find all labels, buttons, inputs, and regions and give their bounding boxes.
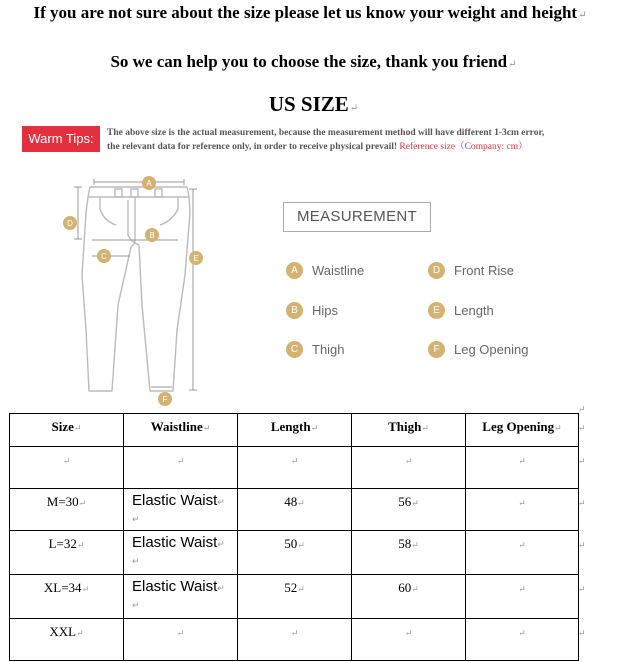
header-thigh: Thigh↵ (352, 414, 466, 447)
legend-item-thigh (286, 341, 345, 358)
cell-waistline: ↵ (124, 619, 238, 661)
legend-letter-b: B (286, 302, 303, 319)
legend-item-leg-opening (428, 341, 528, 358)
measurement-heading: MEASUREMENT (283, 202, 431, 232)
warm-tips-badge: Warm Tips: (22, 126, 100, 152)
cell-waistline: Elastic Waist↵ ↵ (124, 531, 238, 575)
diagram-label-a: A (146, 179, 152, 188)
cell-length: 50↵ (238, 531, 352, 575)
header-leg-opening: Leg Opening↵ (466, 414, 579, 447)
cell-waistline: Elastic Waist↵ ↵ (124, 575, 238, 619)
cell-waistline: Elastic Waist↵ ↵ (124, 489, 238, 531)
table-row (10, 619, 579, 661)
cell-size: L=32↵ (10, 531, 124, 575)
pants-diagram (0, 165, 280, 413)
cell-waistline: ↵ (124, 447, 238, 489)
tips-line-1: The above size is the actual measurement, because the measurement method will have different 1-3cm error, (107, 128, 545, 138)
header-length: Length↵ (238, 414, 352, 447)
legend-label-hips: Hips (312, 303, 339, 318)
table-row (10, 531, 579, 575)
legend-letter-e: E (428, 302, 445, 319)
diagram-label-c: C (101, 252, 107, 261)
cell-leg-opening: ↵ (466, 489, 579, 531)
legend-letter-c: C (286, 341, 303, 358)
tips-line-2: the relevant data for reference only, in order to receive physical prevail! Reference size（Company: cm） (107, 142, 528, 152)
cell-length: 48↵ (238, 489, 352, 531)
cell-size: XL=34↵ (10, 575, 124, 619)
cell-size: XXL↵ (10, 619, 124, 661)
size-table (9, 413, 579, 661)
cell-length: ↵ (238, 447, 352, 489)
cell-size: M=30↵ (10, 489, 124, 531)
legend-letter-f: F (428, 341, 445, 358)
cell-thigh: ↵ (352, 619, 466, 661)
table-row (10, 447, 579, 489)
cell-leg-opening: ↵ (466, 619, 579, 661)
legend-label-thigh: Thigh (312, 342, 345, 357)
cell-thigh: ↵ (352, 447, 466, 489)
cell-thigh: 56↵ (352, 489, 466, 531)
diagram-label-e: E (193, 254, 199, 263)
table-row (10, 489, 579, 531)
legend-label-waistline: Waistline (312, 263, 365, 278)
cell-thigh: 60↵ (352, 575, 466, 619)
cell-size: ↵ (10, 447, 124, 489)
legend-letter-d: D (428, 262, 445, 279)
legend-letter-a: A (286, 262, 303, 279)
intro-line-1: If you are not sure about the size please let us know your weight and height↵ (33, 3, 587, 22)
legend-item-hips (286, 302, 338, 319)
diagram-label-d: D (67, 219, 73, 228)
cell-length: 52↵ (238, 575, 352, 619)
cell-leg-opening: ↵ (466, 447, 579, 489)
legend-item-length (428, 302, 494, 319)
intro-line-2: So we can help you to choose the size, thank you friend↵ (110, 52, 517, 71)
cell-length: ↵ (238, 619, 352, 661)
measurement-figure (0, 165, 627, 413)
cell-thigh: 58↵ (352, 531, 466, 575)
page-title: US SIZE↵ (268, 92, 359, 116)
reference-size-note: Reference size（Company: cm） (399, 142, 528, 152)
diagram-label-b: B (149, 231, 155, 240)
legend-label-length: Length (454, 303, 494, 318)
legend-label-front-rise: Front Rise (454, 263, 514, 278)
header-size: Size↵ (10, 414, 124, 447)
legend-label-leg-opening: Leg Opening (454, 342, 529, 357)
cell-leg-opening: ↵ (466, 531, 579, 575)
cell-leg-opening: ↵ (466, 575, 579, 619)
header-waistline: Waistline↵ (124, 414, 238, 447)
legend-item-front-rise (428, 262, 514, 279)
diagram-label-f: F (162, 395, 168, 404)
warm-tips-text (107, 126, 607, 154)
table-row (10, 575, 579, 619)
legend-item-waistline (286, 262, 364, 279)
table-header-row (10, 414, 579, 447)
